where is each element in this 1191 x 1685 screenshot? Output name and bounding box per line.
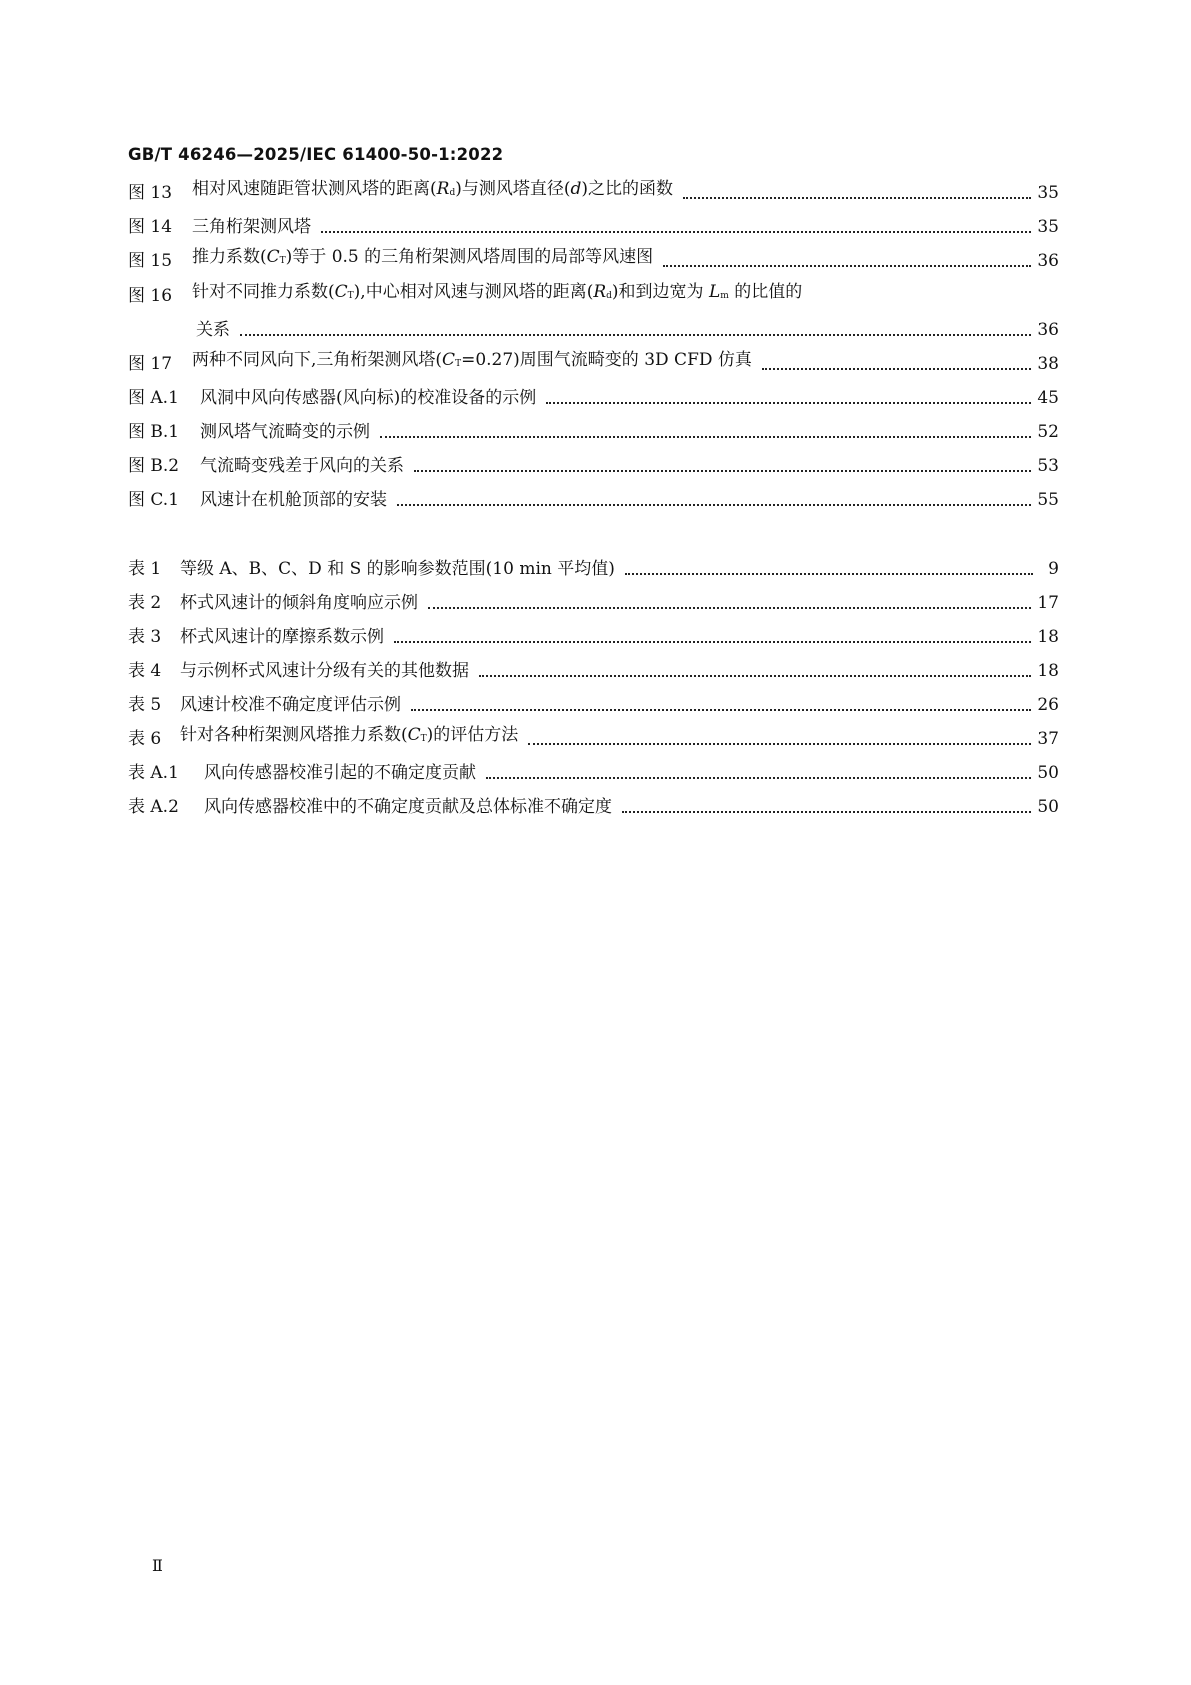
dot-leader (486, 777, 1031, 779)
dot-leader (380, 436, 1031, 438)
entry-page: 38 (1037, 354, 1059, 374)
entry-page: 26 (1037, 695, 1059, 715)
entry-title: 与示例杯式风速计分级有关的其他数据 (180, 661, 469, 681)
entry-title: 风速计校准不确定度评估示例 (180, 695, 401, 715)
entry-title: 杯式风速计的摩擦系数示例 (180, 627, 384, 647)
entry-page: 35 (1037, 217, 1059, 237)
entry-page: 50 (1037, 797, 1059, 817)
entry-title: 风洞中风向传感器(风向标)的校准设备的示例 (200, 388, 537, 408)
dot-leader (528, 743, 1031, 745)
entry-title: 杯式风速计的倾斜角度响应示例 (180, 593, 418, 613)
toc-entry-fig17[interactable] (128, 352, 1059, 376)
entry-page: 52 (1037, 422, 1059, 442)
entry-title: 风向传感器校准中的不确定度贡献及总体标准不确定度 (204, 797, 612, 817)
entry-page: 37 (1037, 729, 1059, 749)
entry-page: 45 (1037, 388, 1059, 408)
entry-page: 53 (1037, 456, 1059, 476)
dot-leader (479, 675, 1031, 677)
entry-number: 图 16 (128, 286, 173, 306)
dot-leader (394, 641, 1031, 643)
entry-number: 图 C.1 (128, 490, 180, 510)
entry-title: 针对不同推力系数$(C_T)$,中心相对风速与测风塔的距离$(R_d)$和到边宽为 $L_m$ 的比值的 (192, 282, 803, 302)
dot-leader (428, 607, 1031, 609)
entry-title: 两种不同风向下,三角桁架测风塔$(C_T=0.27)$周围气流畸变的 3D CFD 仿真 (192, 350, 752, 370)
entry-title: 推力系数$(C_T)$等于 0.5 的三角桁架测风塔周围的局部等风速图 (192, 247, 654, 267)
entry-number: 图 14 (128, 217, 173, 237)
entry-title: 等级 A、B、C、D 和 S 的影响参数范围(10 min 平均值) (180, 559, 615, 579)
entry-page: 18 (1037, 661, 1059, 681)
entry-number: 表 3 (128, 627, 162, 647)
entry-title: 相对风速随距管状测风塔的距离$(R_d)$与测风塔直径(d)之比的函数 (192, 179, 674, 199)
toc-entry-figC1[interactable] (128, 488, 1059, 512)
toc-entry-table5[interactable] (128, 693, 1059, 717)
entry-page: 17 (1037, 593, 1059, 613)
entry-number: 表 2 (128, 593, 162, 613)
toc-entry-fig16-cont[interactable] (128, 318, 1059, 342)
entry-page: 35 (1037, 183, 1059, 203)
entry-title: 测风塔气流畸变的示例 (200, 422, 370, 442)
entry-title: 三角桁架测风塔 (192, 217, 311, 237)
dot-leader (546, 402, 1031, 404)
entry-number: 表 A.1 (128, 763, 179, 783)
toc-entry-figA1[interactable] (128, 386, 1059, 410)
toc-entry-table3[interactable] (128, 625, 1059, 649)
entry-page: 36 (1037, 320, 1059, 340)
entry-number: 图 B.1 (128, 422, 180, 442)
entry-title: 气流畸变残差于风向的关系 (200, 456, 404, 476)
entry-number: 表 5 (128, 695, 162, 715)
dot-leader (762, 368, 1031, 370)
entry-page: 36 (1037, 251, 1059, 271)
toc-entry-tableA1[interactable] (128, 761, 1059, 785)
toc-entry-figB1[interactable] (128, 420, 1059, 444)
entry-number: 图 17 (128, 354, 173, 374)
entry-title: 风速计在机舱顶部的安装 (200, 490, 387, 510)
entry-page: 55 (1037, 490, 1059, 510)
dot-leader (683, 197, 1031, 199)
entry-number: 图 A.1 (128, 388, 179, 408)
toc-entry-fig16[interactable] (128, 284, 1059, 308)
toc-entry-fig14[interactable] (128, 215, 1059, 239)
entry-number: 表 6 (128, 729, 162, 749)
entry-number: 图 15 (128, 251, 173, 271)
page-number-footer: Ⅱ (152, 1556, 163, 1575)
dot-leader (411, 709, 1031, 711)
dot-leader (622, 811, 1031, 813)
toc-entry-table4[interactable] (128, 659, 1059, 683)
toc-entry-table6[interactable] (128, 727, 1059, 751)
toc-entry-figB2[interactable] (128, 454, 1059, 478)
document-header: GB/T 46246—2025/IEC 61400-50-1:2022 (128, 145, 504, 164)
entry-number: 图 13 (128, 183, 173, 203)
dot-leader (397, 504, 1031, 506)
entry-page: 9 (1048, 559, 1059, 579)
entry-number: 表 A.2 (128, 797, 179, 817)
entry-title: 针对各种桁架测风塔推力系数$(C_T)$的评估方法 (180, 725, 519, 745)
toc-entry-fig15[interactable] (128, 249, 1059, 273)
dot-leader (625, 573, 1033, 575)
entry-title: 风向传感器校准引起的不确定度贡献 (204, 763, 476, 783)
entry-page: 50 (1037, 763, 1059, 783)
entry-page: 18 (1037, 627, 1059, 647)
dot-leader (321, 231, 1031, 233)
dot-leader (240, 334, 1031, 336)
entry-title-continued: 关系 (196, 320, 230, 340)
entry-number: 表 4 (128, 661, 162, 681)
entry-number: 图 B.2 (128, 456, 180, 476)
entry-number: 表 1 (128, 559, 162, 579)
dot-leader (663, 265, 1031, 267)
toc-entry-fig13[interactable] (128, 181, 1059, 205)
toc-entry-table2[interactable] (128, 591, 1059, 615)
toc-entry-tableA2[interactable] (128, 795, 1059, 819)
dot-leader (414, 470, 1031, 472)
toc-entry-table1[interactable] (128, 557, 1059, 581)
